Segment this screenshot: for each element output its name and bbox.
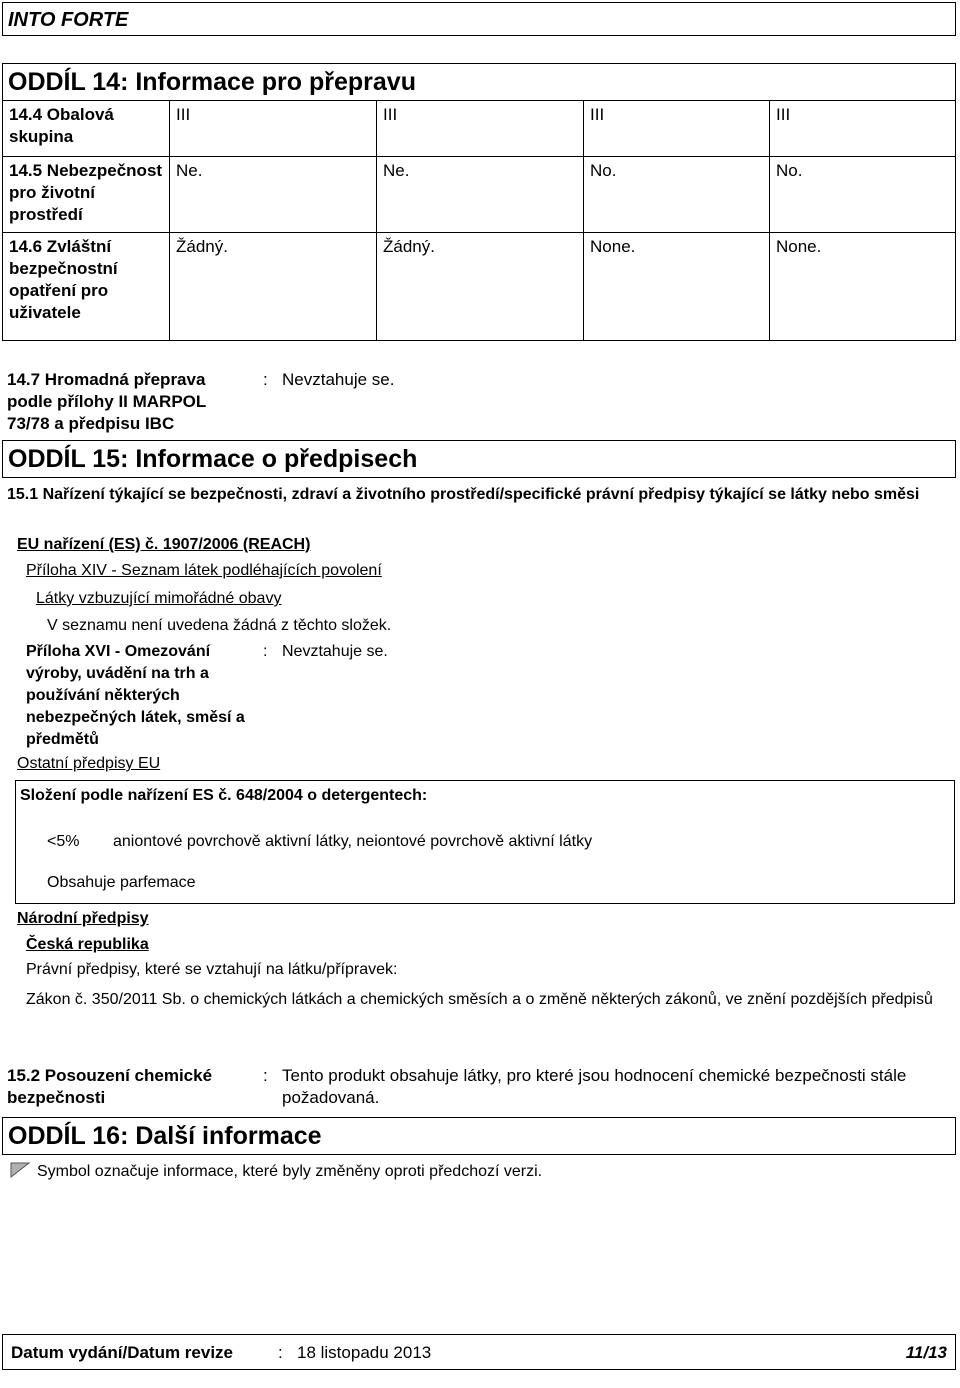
table-cell: Žádný. — [170, 233, 377, 341]
table-cell: Ne. — [170, 157, 377, 233]
page-number: 11/13 — [905, 1343, 947, 1362]
row-label: 14.5 Nebezpečnost pro životní prostředí — [3, 157, 170, 233]
marpol-value: Nevztahuje se. — [282, 370, 395, 389]
document-footer — [2, 1334, 956, 1370]
table-row — [3, 101, 956, 157]
section-15-title: ODDÍL 15: Informace o předpisech — [8, 445, 418, 473]
svhc-heading: Látky vzbuzující mimořádné obavy — [36, 590, 282, 607]
law-text: Zákon č. 350/2011 Sb. o chemických látkách a chemických směsích a o změně některých zákonů, ve znění pozdějších předpisů — [26, 991, 933, 1008]
other-eu-regulations: Ostatní předpisy EU — [17, 755, 161, 772]
table-cell: III — [170, 101, 377, 157]
table-cell: Žádný. — [377, 233, 584, 341]
row-label: 14.6 Zvláštní bezpečnostní opatření pro uživatele — [3, 233, 170, 341]
section-16-header — [2, 1117, 956, 1155]
eu-regulation: EU nařízení (ES) č. 1907/2006 (REACH) — [17, 536, 311, 553]
legal-text: Právní předpisy, které se vztahují na látku/přípravek: — [26, 961, 398, 978]
svhc-text: V seznamu není uvedena žádná z těchto složek. — [47, 617, 392, 634]
table-cell: No. — [770, 157, 956, 233]
section-15-header — [2, 440, 956, 478]
s151-heading: 15.1 Nařízení týkající se bezpečnosti, zdraví a životního prostředí/specifické právní předpisy týkající se látky nebo směsi — [7, 486, 920, 503]
marpol-colon: : — [263, 370, 268, 389]
table-cell: No. — [584, 157, 770, 233]
s152-colon: : — [263, 1066, 268, 1085]
section-16-title: ODDÍL 16: Další informace — [8, 1122, 322, 1150]
detergent-description: aniontové povrchově aktivní látky, neiontové povrchově aktivní látky — [113, 833, 593, 850]
annex-xvii-label: Příloha XVI - Omezování výroby, uvádění na trh a používání některých nebezpečných látek, směsí a předmětů — [26, 643, 245, 748]
section-14-header — [2, 63, 956, 101]
row-label: 14.4 Obalová skupina — [3, 101, 170, 157]
s152-label: 15.2 Posouzení chemické bezpečnosti — [7, 1066, 213, 1107]
annex-xvii-colon: : — [263, 643, 268, 660]
table-cell: Ne. — [377, 157, 584, 233]
transport-table — [2, 100, 956, 341]
footer-date: 18 listopadu 2013 — [297, 1343, 432, 1362]
detergent-percentage: <5% — [47, 833, 80, 850]
document-header — [2, 2, 956, 36]
detergent-title: Složení podle nařízení ES č. 648/2004 o detergentech: — [20, 787, 428, 804]
annex-xvii-value: Nevztahuje se. — [282, 643, 388, 660]
marpol-label: 14.7 Hromadná přeprava podle přílohy II MARPOL 73/78 a předpisu IBC — [7, 370, 206, 433]
footer-colon: : — [278, 1343, 283, 1362]
change-marker-icon — [10, 1162, 30, 1178]
detergent-perfume: Obsahuje parfemace — [47, 874, 196, 891]
table-row — [3, 157, 956, 233]
table-cell: III — [584, 101, 770, 157]
footer-label: Datum vydání/Datum revize — [11, 1343, 234, 1362]
table-cell: III — [377, 101, 584, 157]
table-cell: III — [770, 101, 956, 157]
country-heading: Česká republika — [26, 936, 149, 953]
table-row — [3, 233, 956, 341]
section-14-title: ODDÍL 14: Informace pro přepravu — [8, 68, 416, 96]
s152-value: Tento produkt obsahuje látky, pro které jsou hodnocení chemické bezpečnosti stále požadovaná. — [282, 1066, 907, 1107]
company-name: INTO FORTE — [8, 9, 129, 31]
national-regulations: Národní předpisy — [17, 910, 149, 927]
table-cell: None. — [770, 233, 956, 341]
annex-xiv: Příloha XIV - Seznam látek podléhajících povolení — [26, 562, 382, 579]
symbol-note: Symbol označuje informace, které byly změněny oproti předchozí verzi. — [37, 1163, 543, 1180]
detergent-box — [15, 780, 955, 904]
table-cell: None. — [584, 233, 770, 341]
